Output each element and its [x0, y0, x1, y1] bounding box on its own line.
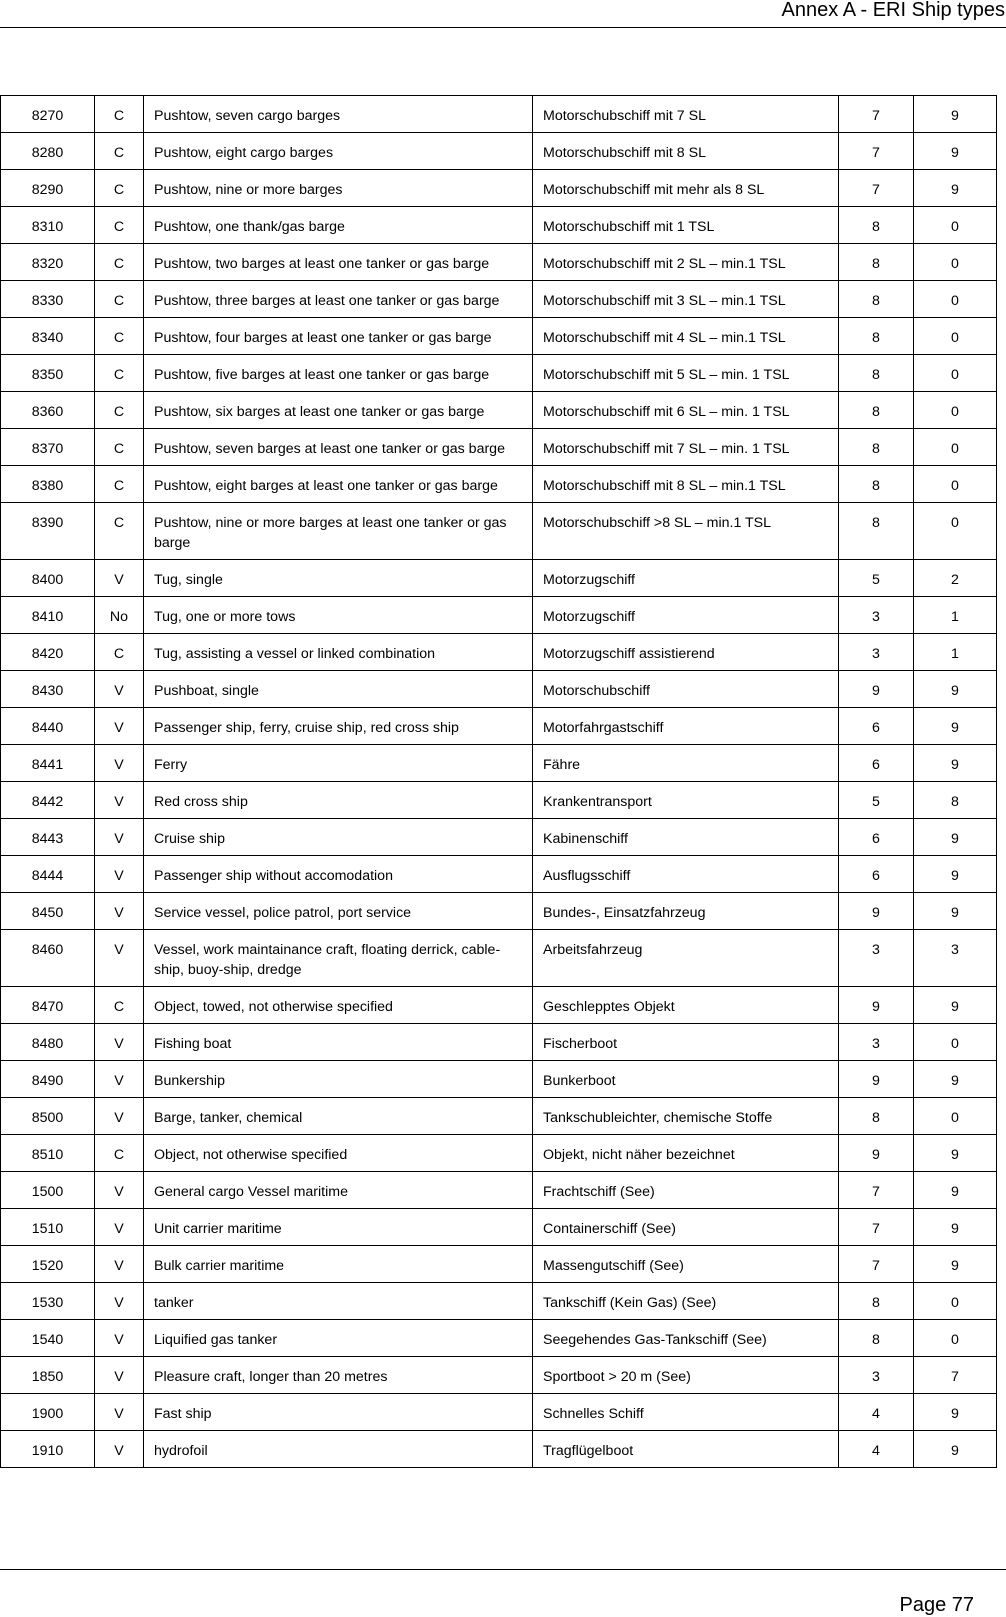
cell-type: V — [95, 1061, 144, 1098]
cell-description-en: Bunkership — [144, 1061, 533, 1098]
cell-description-en: General cargo Vessel maritime — [144, 1172, 533, 1209]
cell-value-b: 9 — [914, 987, 997, 1024]
cell-value-a: 6 — [839, 819, 914, 856]
cell-value-b: 9 — [914, 133, 997, 170]
table-row — [1, 170, 997, 207]
cell-value-a: 8 — [839, 1320, 914, 1357]
cell-code: 8400 — [1, 560, 95, 597]
table-row — [1, 503, 997, 560]
cell-description-de: Schnelles Schiff — [533, 1394, 839, 1431]
cell-value-b: 1 — [914, 597, 997, 634]
cell-value-a: 7 — [839, 96, 914, 133]
cell-value-b: 9 — [914, 745, 997, 782]
cell-value-a: 3 — [839, 930, 914, 987]
cell-value-a: 3 — [839, 1357, 914, 1394]
table-row — [1, 244, 997, 281]
table-row — [1, 1394, 997, 1431]
cell-value-a: 6 — [839, 856, 914, 893]
cell-description-de: Kabinenschiff — [533, 819, 839, 856]
cell-description-en: Red cross ship — [144, 782, 533, 819]
cell-type: V — [95, 819, 144, 856]
cell-description-de: Fähre — [533, 745, 839, 782]
table-row — [1, 1024, 997, 1061]
cell-type: V — [95, 1394, 144, 1431]
cell-value-a: 7 — [839, 170, 914, 207]
cell-code: 1500 — [1, 1172, 95, 1209]
cell-description-en: Pushboat, single — [144, 671, 533, 708]
cell-description-en: Fishing boat — [144, 1024, 533, 1061]
cell-value-a: 8 — [839, 503, 914, 560]
cell-type: V — [95, 1357, 144, 1394]
cell-description-en: Ferry — [144, 745, 533, 782]
cell-code: 8320 — [1, 244, 95, 281]
cell-value-a: 3 — [839, 634, 914, 671]
cell-type: V — [95, 1098, 144, 1135]
cell-value-b: 9 — [914, 671, 997, 708]
cell-code: 8380 — [1, 466, 95, 503]
cell-type: C — [95, 503, 144, 560]
cell-value-a: 7 — [839, 1172, 914, 1209]
cell-type: C — [95, 133, 144, 170]
cell-value-b: 9 — [914, 819, 997, 856]
table-row — [1, 1246, 997, 1283]
cell-type: C — [95, 281, 144, 318]
cell-value-a: 3 — [839, 597, 914, 634]
cell-value-a: 6 — [839, 745, 914, 782]
cell-value-a: 9 — [839, 893, 914, 930]
cell-value-b: 0 — [914, 1320, 997, 1357]
cell-value-b: 9 — [914, 856, 997, 893]
page-number: Page 77 — [899, 1594, 974, 1616]
table-row — [1, 466, 997, 503]
cell-description-de: Seegehendes Gas-Tankschiff (See) — [533, 1320, 839, 1357]
cell-description-de: Motorzugschiff — [533, 597, 839, 634]
cell-value-a: 7 — [839, 133, 914, 170]
cell-value-a: 6 — [839, 708, 914, 745]
cell-code: 8480 — [1, 1024, 95, 1061]
cell-description-de: Motorschubschiff mit 5 SL – min. 1 TSL — [533, 355, 839, 392]
page-title: Annex A - ERI Ship types — [781, 0, 1005, 21]
cell-description-en: Passenger ship without accomodation — [144, 856, 533, 893]
cell-description-de: Geschlepptes Objekt — [533, 987, 839, 1024]
table-row — [1, 634, 997, 671]
table-row — [1, 1320, 997, 1357]
cell-value-b: 0 — [914, 1098, 997, 1135]
table-row — [1, 1431, 997, 1468]
cell-value-b: 0 — [914, 318, 997, 355]
cell-value-b: 0 — [914, 1024, 997, 1061]
cell-description-de: Sportboot > 20 m (See) — [533, 1357, 839, 1394]
cell-description-de: Motorschubschiff mit 8 SL — [533, 133, 839, 170]
cell-description-de: Motorfahrgastschiff — [533, 708, 839, 745]
cell-code: 8470 — [1, 987, 95, 1024]
cell-description-de: Ausflugsschiff — [533, 856, 839, 893]
cell-type: C — [95, 96, 144, 133]
cell-value-a: 9 — [839, 671, 914, 708]
cell-description-de: Tankschiff (Kein Gas) (See) — [533, 1283, 839, 1320]
cell-description-en: Bulk carrier maritime — [144, 1246, 533, 1283]
cell-type: V — [95, 1320, 144, 1357]
table-row — [1, 930, 997, 987]
table-row — [1, 1098, 997, 1135]
cell-value-b: 7 — [914, 1357, 997, 1394]
page-footer — [0, 1569, 1006, 1617]
cell-value-a: 9 — [839, 1061, 914, 1098]
cell-description-de: Motorschubschiff mit 8 SL – min.1 TSL — [533, 466, 839, 503]
cell-type: C — [95, 318, 144, 355]
cell-code: 1910 — [1, 1431, 95, 1468]
cell-value-b: 0 — [914, 281, 997, 318]
table-row — [1, 893, 997, 930]
cell-value-a: 4 — [839, 1431, 914, 1468]
cell-type: V — [95, 893, 144, 930]
cell-value-a: 9 — [839, 1135, 914, 1172]
cell-description-en: Cruise ship — [144, 819, 533, 856]
cell-value-b: 9 — [914, 708, 997, 745]
table-row — [1, 392, 997, 429]
cell-value-b: 9 — [914, 1394, 997, 1431]
cell-value-b: 9 — [914, 893, 997, 930]
cell-description-en: hydrofoil — [144, 1431, 533, 1468]
table-row — [1, 819, 997, 856]
cell-description-en: Tug, assisting a vessel or linked combination — [144, 634, 533, 671]
cell-description-de: Arbeitsfahrzeug — [533, 930, 839, 987]
cell-description-de: Frachtschiff (See) — [533, 1172, 839, 1209]
table-row — [1, 1283, 997, 1320]
cell-description-en: Pushtow, four barges at least one tanker or gas barge — [144, 318, 533, 355]
cell-code: 8370 — [1, 429, 95, 466]
cell-description-de: Massengutschiff (See) — [533, 1246, 839, 1283]
cell-value-a: 8 — [839, 1098, 914, 1135]
cell-code: 1510 — [1, 1209, 95, 1246]
cell-description-en: Pushtow, eight barges at least one tanker or gas barge — [144, 466, 533, 503]
table-row — [1, 355, 997, 392]
cell-description-en: Fast ship — [144, 1394, 533, 1431]
cell-value-b: 0 — [914, 466, 997, 503]
cell-value-b: 0 — [914, 355, 997, 392]
cell-type: C — [95, 355, 144, 392]
cell-description-de: Containerschiff (See) — [533, 1209, 839, 1246]
cell-description-de: Tankschubleichter, chemische Stoffe — [533, 1098, 839, 1135]
cell-code: 8350 — [1, 355, 95, 392]
cell-description-en: Liquified gas tanker — [144, 1320, 533, 1357]
cell-value-b: 0 — [914, 207, 997, 244]
cell-code: 8460 — [1, 930, 95, 987]
cell-description-en: Unit carrier maritime — [144, 1209, 533, 1246]
cell-code: 8450 — [1, 893, 95, 930]
cell-description-en: Object, towed, not otherwise specified — [144, 987, 533, 1024]
cell-description-de: Fischerboot — [533, 1024, 839, 1061]
cell-description-en: Pushtow, nine or more barges at least one tanker or gas barge — [144, 503, 533, 560]
cell-description-de: Motorzugschiff assistierend — [533, 634, 839, 671]
cell-value-a: 4 — [839, 1394, 914, 1431]
cell-description-en: Pushtow, three barges at least one tanker or gas barge — [144, 281, 533, 318]
table-row — [1, 429, 997, 466]
cell-value-b: 2 — [914, 560, 997, 597]
cell-description-en: Service vessel, police patrol, port service — [144, 893, 533, 930]
cell-description-en: Pushtow, five barges at least one tanker or gas barge — [144, 355, 533, 392]
cell-code: 8340 — [1, 318, 95, 355]
cell-code: 1530 — [1, 1283, 95, 1320]
cell-code: 8290 — [1, 170, 95, 207]
cell-type: V — [95, 745, 144, 782]
cell-code: 8330 — [1, 281, 95, 318]
table-row — [1, 987, 997, 1024]
cell-value-b: 9 — [914, 1172, 997, 1209]
cell-value-b: 1 — [914, 634, 997, 671]
cell-value-a: 5 — [839, 782, 914, 819]
cell-value-a: 8 — [839, 244, 914, 281]
cell-description-de: Motorschubschiff mit 7 SL — [533, 96, 839, 133]
cell-description-de: Motorschubschiff — [533, 671, 839, 708]
cell-code: 1520 — [1, 1246, 95, 1283]
table-row — [1, 560, 997, 597]
cell-value-a: 3 — [839, 1024, 914, 1061]
cell-description-en: Pushtow, two barges at least one tanker or gas barge — [144, 244, 533, 281]
cell-value-b: 0 — [914, 1283, 997, 1320]
cell-value-b: 9 — [914, 1061, 997, 1098]
cell-code: 8440 — [1, 708, 95, 745]
cell-type: V — [95, 1172, 144, 1209]
table-row — [1, 1061, 997, 1098]
cell-code: 1540 — [1, 1320, 95, 1357]
cell-type: C — [95, 170, 144, 207]
table-row — [1, 133, 997, 170]
table-row — [1, 671, 997, 708]
cell-value-b: 0 — [914, 503, 997, 560]
table-row — [1, 856, 997, 893]
cell-value-b: 0 — [914, 244, 997, 281]
cell-code: 8441 — [1, 745, 95, 782]
cell-code: 8270 — [1, 96, 95, 133]
cell-code: 8360 — [1, 392, 95, 429]
cell-code: 8510 — [1, 1135, 95, 1172]
cell-value-b: 9 — [914, 1209, 997, 1246]
table-row — [1, 207, 997, 244]
cell-value-a: 8 — [839, 318, 914, 355]
table-row — [1, 1135, 997, 1172]
cell-description-en: Vessel, work maintainance craft, floating derrick, cable-ship, buoy-ship, dredge — [144, 930, 533, 987]
table-row — [1, 1209, 997, 1246]
cell-description-de: Motorzugschiff — [533, 560, 839, 597]
cell-description-de: Bunkerboot — [533, 1061, 839, 1098]
cell-description-en: Pleasure craft, longer than 20 metres — [144, 1357, 533, 1394]
cell-type: C — [95, 207, 144, 244]
cell-type: C — [95, 244, 144, 281]
cell-description-en: Tug, one or more tows — [144, 597, 533, 634]
cell-code: 8390 — [1, 503, 95, 560]
cell-value-a: 8 — [839, 355, 914, 392]
cell-code: 8443 — [1, 819, 95, 856]
cell-value-a: 8 — [839, 207, 914, 244]
page-header — [0, 0, 1006, 28]
cell-code: 1850 — [1, 1357, 95, 1394]
cell-value-a: 7 — [839, 1246, 914, 1283]
cell-type: V — [95, 560, 144, 597]
table-row — [1, 96, 997, 133]
cell-description-de: Tragflügelboot — [533, 1431, 839, 1468]
cell-code: 8500 — [1, 1098, 95, 1135]
cell-description-de: Motorschubschiff mit 7 SL – min. 1 TSL — [533, 429, 839, 466]
cell-description-de: Motorschubschiff mit 6 SL – min. 1 TSL — [533, 392, 839, 429]
cell-description-en: Pushtow, nine or more barges — [144, 170, 533, 207]
cell-description-de: Motorschubschiff mit 4 SL – min.1 TSL — [533, 318, 839, 355]
cell-value-a: 8 — [839, 466, 914, 503]
table-row — [1, 1357, 997, 1394]
cell-value-a: 7 — [839, 1209, 914, 1246]
cell-code: 8280 — [1, 133, 95, 170]
cell-type: V — [95, 1283, 144, 1320]
cell-value-b: 0 — [914, 429, 997, 466]
table-row — [1, 281, 997, 318]
cell-code: 8490 — [1, 1061, 95, 1098]
cell-description-en: Pushtow, seven cargo barges — [144, 96, 533, 133]
cell-code: 8410 — [1, 597, 95, 634]
cell-type: V — [95, 782, 144, 819]
cell-value-a: 8 — [839, 392, 914, 429]
cell-description-en: Pushtow, one thank/gas barge — [144, 207, 533, 244]
cell-description-de: Motorschubschiff mit 2 SL – min.1 TSL — [533, 244, 839, 281]
table-row — [1, 597, 997, 634]
table-row — [1, 745, 997, 782]
cell-description-en: tanker — [144, 1283, 533, 1320]
cell-description-de: Bundes-, Einsatzfahrzeug — [533, 893, 839, 930]
cell-type: C — [95, 429, 144, 466]
cell-value-b: 0 — [914, 392, 997, 429]
cell-value-a: 8 — [839, 281, 914, 318]
cell-value-a: 8 — [839, 429, 914, 466]
ship-types-table — [0, 95, 997, 1468]
table-row — [1, 708, 997, 745]
cell-description-de: Motorschubschiff >8 SL – min.1 TSL — [533, 503, 839, 560]
cell-value-a: 9 — [839, 987, 914, 1024]
cell-description-de: Motorschubschiff mit 1 TSL — [533, 207, 839, 244]
cell-value-b: 9 — [914, 1246, 997, 1283]
cell-code: 8430 — [1, 671, 95, 708]
cell-description-de: Krankentransport — [533, 782, 839, 819]
cell-value-b: 9 — [914, 1135, 997, 1172]
table-row — [1, 1172, 997, 1209]
cell-code: 8442 — [1, 782, 95, 819]
cell-code: 8444 — [1, 856, 95, 893]
cell-code: 1900 — [1, 1394, 95, 1431]
cell-value-a: 5 — [839, 560, 914, 597]
cell-description-en: Pushtow, six barges at least one tanker or gas barge — [144, 392, 533, 429]
cell-type: V — [95, 1209, 144, 1246]
cell-type: V — [95, 1024, 144, 1061]
cell-type: No — [95, 597, 144, 634]
cell-type: V — [95, 856, 144, 893]
cell-description-de: Motorschubschiff mit mehr als 8 SL — [533, 170, 839, 207]
cell-value-a: 8 — [839, 1283, 914, 1320]
cell-description-de: Objekt, nicht näher bezeichnet — [533, 1135, 839, 1172]
cell-value-b: 3 — [914, 930, 997, 987]
cell-value-b: 9 — [914, 170, 997, 207]
cell-type: C — [95, 634, 144, 671]
cell-type: C — [95, 466, 144, 503]
cell-type: V — [95, 930, 144, 987]
cell-value-b: 8 — [914, 782, 997, 819]
cell-type: V — [95, 1431, 144, 1468]
cell-type: C — [95, 392, 144, 429]
table-row — [1, 318, 997, 355]
cell-description-de: Motorschubschiff mit 3 SL – min.1 TSL — [533, 281, 839, 318]
cell-type: V — [95, 1246, 144, 1283]
cell-description-en: Passenger ship, ferry, cruise ship, red cross ship — [144, 708, 533, 745]
cell-description-en: Object, not otherwise specified — [144, 1135, 533, 1172]
table-body — [1, 96, 997, 1468]
cell-description-en: Tug, single — [144, 560, 533, 597]
cell-type: V — [95, 708, 144, 745]
table-row — [1, 782, 997, 819]
cell-code: 8420 — [1, 634, 95, 671]
cell-description-en: Pushtow, eight cargo barges — [144, 133, 533, 170]
cell-type: C — [95, 1135, 144, 1172]
cell-value-b: 9 — [914, 1431, 997, 1468]
cell-type: V — [95, 671, 144, 708]
cell-description-en: Barge, tanker, chemical — [144, 1098, 533, 1135]
cell-code: 8310 — [1, 207, 95, 244]
cell-description-en: Pushtow, seven barges at least one tanker or gas barge — [144, 429, 533, 466]
cell-value-b: 9 — [914, 96, 997, 133]
cell-type: C — [95, 987, 144, 1024]
